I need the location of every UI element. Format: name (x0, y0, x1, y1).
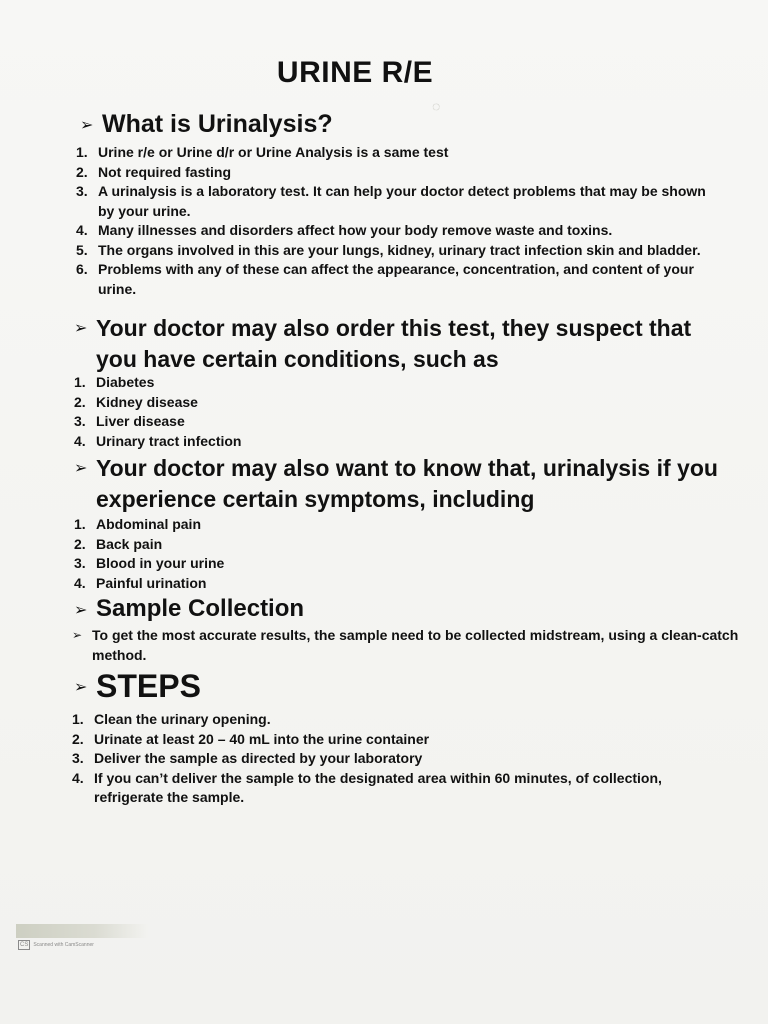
list-item (74, 373, 714, 393)
list-number: 3. (74, 555, 86, 571)
scan-smear (16, 924, 148, 938)
list-item (72, 749, 722, 769)
arrowhead-bullet-icon: ➢ (72, 628, 83, 642)
arrowhead-bullet-icon: ➢ (74, 460, 88, 477)
list-item (76, 260, 716, 299)
list-number: 2. (74, 535, 86, 552)
list-item (76, 163, 716, 183)
arrowhead-bullet-icon: ➢ (74, 320, 88, 337)
list-text: Many illnesses and disorders affect how your body remove waste and toxins. (98, 222, 613, 238)
heading-text: Sample Collection (96, 595, 305, 622)
list-number: 2. (74, 393, 86, 410)
list-number: 5. (76, 241, 88, 258)
list-number: 2. (72, 730, 84, 747)
list-text: Deliver the sample as directed by your laboratory (94, 750, 423, 766)
list-item (74, 393, 714, 413)
list-number: 2. (76, 163, 88, 180)
list-text: Problems with any of these can affect the appearance, concentration, and content of your urine. (98, 261, 694, 297)
list-text: Liver disease (96, 413, 185, 429)
arrowhead-bullet-icon: ➢ (74, 602, 88, 619)
conditions-list (74, 373, 714, 451)
list-item (72, 769, 722, 808)
arrowhead-bullet-icon: ➢ (74, 679, 88, 696)
list-item (76, 182, 716, 221)
list-text: A urinalysis is a laboratory test. It can help your doctor detect problems that may be shown by your urine. (98, 183, 706, 219)
section-heading-sample-collection (74, 594, 674, 624)
list-text: Blood in your urine (96, 555, 225, 571)
list-text: Back pain (96, 535, 163, 552)
heading-text: Your doctor may also want to know that, urinalysis if you experience certain symptoms, including (96, 455, 718, 512)
scanner-watermark (18, 940, 94, 950)
list-item (76, 221, 716, 241)
heading-text: What is Urinalysis? (102, 110, 333, 138)
list-number: 1. (72, 711, 84, 727)
list-number: 1. (74, 516, 86, 532)
list-number: 3. (76, 183, 88, 199)
section-heading-conditions (74, 313, 724, 375)
sample-collection-paragraph (72, 625, 742, 665)
list-number: 4. (72, 769, 84, 786)
list-text: Diabetes (96, 374, 155, 390)
section-heading-symptoms (74, 453, 754, 515)
list-number: 4. (74, 574, 86, 591)
list-item (72, 730, 722, 750)
paragraph-text: To get the most accurate results, the sample need to be collected midstream, using a clean-catch method. (92, 627, 739, 663)
list-item (74, 574, 714, 594)
scanner-text: Scanned with CamScanner (33, 942, 94, 948)
list-text: Urine r/e or Urine d/r or Urine Analysis is a same test (98, 144, 449, 160)
list-text: Urinate at least 20 – 40 mL into the urine container (94, 730, 430, 747)
urinalysis-facts-list (76, 143, 716, 299)
list-item (74, 515, 714, 535)
list-item (74, 554, 714, 574)
list-item (74, 432, 714, 452)
page-title: URINE R/E (276, 56, 434, 89)
list-text: If you can’t deliver the sample to the designated area within 60 minutes, of collection, refrigerate the sample. (94, 769, 662, 805)
list-number: 4. (74, 432, 86, 449)
list-text: Painful urination (96, 574, 207, 591)
list-number: 4. (76, 222, 88, 238)
list-item (76, 241, 716, 261)
camscanner-logo-icon: CS (20, 942, 29, 948)
list-item (74, 535, 714, 555)
arrowhead-bullet-icon: ➢ (80, 117, 94, 134)
list-text: Clean the urinary opening. (94, 711, 271, 727)
list-text: Abdominal pain (96, 516, 201, 532)
symptoms-list (74, 515, 714, 593)
list-text: Urinary tract infection (96, 432, 242, 449)
list-number: 1. (76, 144, 88, 160)
list-number: 3. (72, 750, 84, 766)
section-heading-what-is-urinalysis (80, 109, 700, 139)
list-number: 1. (74, 374, 86, 390)
ink-smudge-icon: ◌ (432, 98, 441, 114)
list-text: Kidney disease (96, 393, 198, 410)
list-number: 3. (74, 413, 86, 429)
heading-text: STEPS (96, 668, 201, 704)
list-text: The organs involved in this are your lungs, kidney, urinary tract infection skin and bladder. (98, 241, 701, 258)
list-text: Not required fasting (98, 163, 232, 180)
heading-text: Your doctor may also order this test, they suspect that you have certain conditions, such as (96, 315, 692, 372)
list-item (76, 143, 716, 163)
section-heading-steps (74, 668, 474, 704)
list-item (74, 412, 714, 432)
steps-list (72, 710, 722, 808)
list-number: 6. (76, 261, 88, 277)
list-item (72, 710, 722, 730)
